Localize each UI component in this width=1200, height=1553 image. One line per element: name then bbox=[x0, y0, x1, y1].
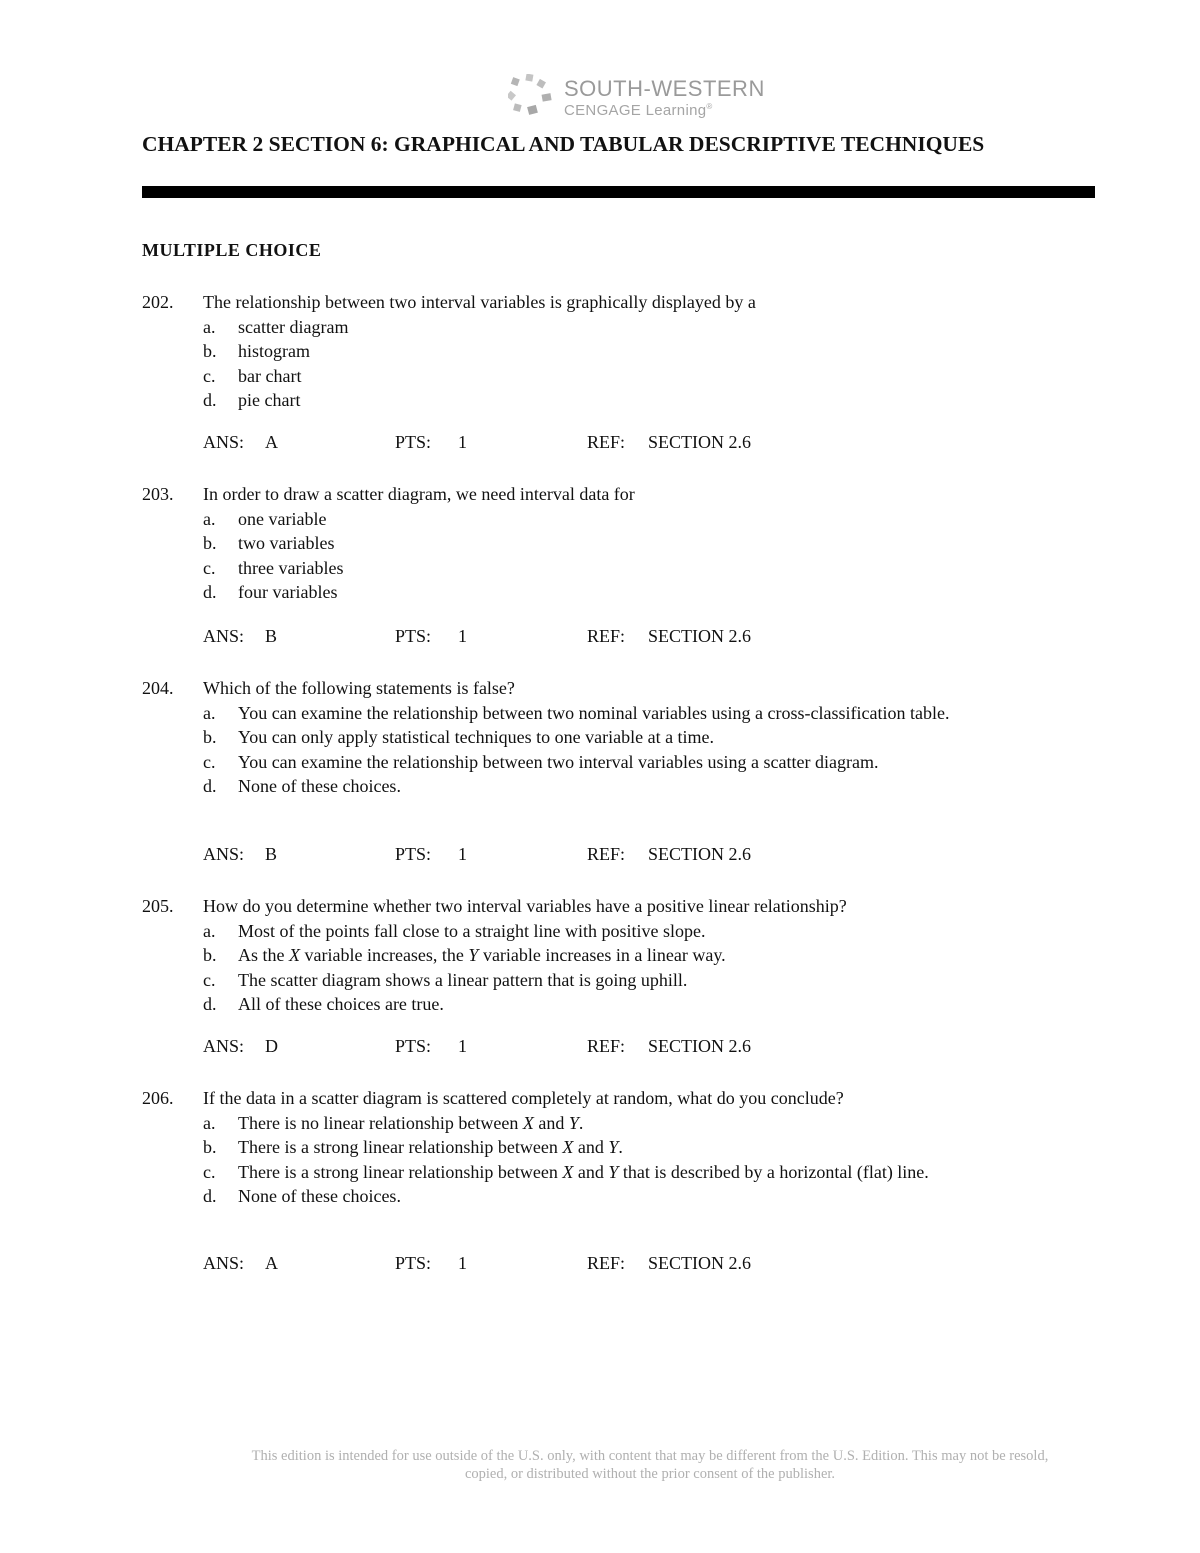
variable-symbol: Y bbox=[608, 1161, 619, 1182]
reference-value: SECTION 2.6 bbox=[648, 844, 751, 864]
answer-key-line bbox=[203, 842, 903, 867]
points-value: 1 bbox=[458, 626, 467, 646]
choice-text: four variables bbox=[238, 582, 338, 603]
answer-key-line bbox=[203, 624, 903, 649]
reference-label: REF: bbox=[587, 432, 626, 452]
choice-letter: a. bbox=[203, 1112, 216, 1133]
choice-letter: b. bbox=[203, 945, 217, 966]
choice-letter: b. bbox=[203, 1137, 217, 1158]
choice-text: scatter diagram bbox=[238, 316, 349, 337]
answer-choice bbox=[203, 580, 1083, 605]
variable-symbol: X bbox=[289, 945, 300, 966]
choice-text-part: and bbox=[573, 1137, 609, 1158]
choice-text-part: There is no linear relationship between bbox=[238, 1112, 523, 1133]
points-label: PTS: bbox=[395, 844, 432, 864]
variable-symbol: X bbox=[522, 1112, 534, 1133]
answer-value: A bbox=[265, 432, 278, 452]
choice-letter: d. bbox=[203, 582, 217, 603]
choice-letter: d. bbox=[203, 1186, 217, 1207]
variable-symbol: X bbox=[562, 1161, 574, 1182]
points-value: 1 bbox=[458, 432, 467, 452]
choice-letter: c. bbox=[203, 557, 216, 578]
choice-text-part: As the bbox=[238, 945, 289, 966]
points-value: 1 bbox=[458, 1253, 467, 1273]
answer-choice bbox=[203, 364, 1083, 389]
question-stem: In order to draw a scatter diagram, we need interval data for bbox=[203, 484, 635, 504]
choice-letter: a. bbox=[203, 316, 216, 337]
brand-sub-label: CENGAGE Learning bbox=[564, 102, 707, 119]
choice-text: None of these choices. bbox=[238, 776, 401, 797]
ans-label: ANS: bbox=[203, 1253, 245, 1273]
answer-choice bbox=[203, 750, 1083, 775]
reference-label: REF: bbox=[587, 1036, 626, 1056]
answer-choice bbox=[203, 1184, 1083, 1209]
choice-text-part: and bbox=[573, 1161, 609, 1182]
choice-text: pie chart bbox=[238, 390, 301, 411]
choice-text-part: . bbox=[578, 1112, 584, 1133]
choice-text: Most of the points fall close to a straight line with positive slope. bbox=[238, 920, 706, 941]
answer-choice bbox=[203, 315, 1083, 340]
points-label: PTS: bbox=[395, 1253, 432, 1273]
reference-label: REF: bbox=[587, 626, 626, 646]
answer-choice bbox=[203, 968, 1083, 993]
reference-value: SECTION 2.6 bbox=[648, 1253, 751, 1273]
choice-text: bar chart bbox=[238, 365, 302, 386]
answer-choice bbox=[203, 919, 1083, 944]
question-number: 204. bbox=[142, 678, 174, 698]
answer-value: D bbox=[265, 1036, 278, 1056]
brand-main-text: SOUTH-WESTERN bbox=[564, 76, 765, 101]
answer-choice bbox=[203, 339, 1083, 364]
title-rule bbox=[142, 186, 1095, 198]
registered-mark: ® bbox=[706, 102, 713, 111]
choice-text: You can examine the relationship between two nominal variables using a cross-classification table. bbox=[238, 702, 950, 723]
choice-text: histogram bbox=[238, 341, 310, 362]
points-label: PTS: bbox=[395, 1036, 432, 1056]
choice-list bbox=[203, 1111, 1083, 1209]
choice-text-part: . bbox=[618, 1137, 623, 1158]
choice-text: three variables bbox=[238, 557, 344, 578]
reference-value: SECTION 2.6 bbox=[648, 626, 751, 646]
choice-list bbox=[203, 507, 1083, 605]
answer-key-line bbox=[203, 1251, 903, 1276]
reference-value: SECTION 2.6 bbox=[648, 1036, 751, 1056]
answer-choice bbox=[203, 507, 1083, 532]
question-stem: The relationship between two interval variables is graphically displayed by a bbox=[203, 292, 756, 312]
variable-symbol: X bbox=[562, 1137, 574, 1158]
brand-sub-text bbox=[564, 102, 713, 119]
choice-text: You can only apply statistical techniques to one variable at a time. bbox=[238, 727, 715, 748]
question-number: 203. bbox=[142, 484, 174, 504]
answer-choice bbox=[203, 992, 1083, 1017]
answer-choice bbox=[203, 943, 1083, 968]
answer-key-line bbox=[203, 430, 903, 455]
choice-text: You can examine the relationship between two interval variables using a scatter diagram. bbox=[238, 751, 879, 772]
answer-choice bbox=[203, 1111, 1083, 1136]
points-value: 1 bbox=[458, 844, 467, 864]
question-number: 206. bbox=[142, 1088, 174, 1108]
question-stem: Which of the following statements is false? bbox=[203, 678, 515, 698]
choice-text-part: There is a strong linear relationship between bbox=[238, 1137, 563, 1158]
ans-label: ANS: bbox=[203, 626, 245, 646]
choice-text-part: There is a strong linear relationship between bbox=[238, 1161, 563, 1182]
choice-list bbox=[203, 315, 1083, 413]
reference-label: REF: bbox=[587, 844, 626, 864]
choice-list bbox=[203, 701, 1083, 799]
variable-symbol: Y bbox=[468, 945, 479, 966]
choice-letter: a. bbox=[203, 508, 216, 529]
points-label: PTS: bbox=[395, 626, 432, 646]
chapter-title: CHAPTER 2 SECTION 6: GRAPHICAL AND TABULAR DESCRIPTIVE TECHNIQUES bbox=[142, 132, 985, 156]
choice-letter: a. bbox=[203, 702, 216, 723]
answer-choice bbox=[203, 556, 1083, 581]
choice-text-part: variable increases in a linear way. bbox=[478, 945, 726, 966]
answer-value: A bbox=[265, 1253, 278, 1273]
variable-symbol: Y bbox=[568, 1112, 579, 1133]
section-heading: MULTIPLE CHOICE bbox=[142, 240, 322, 260]
choice-letter: b. bbox=[203, 341, 217, 362]
choice-letter: b. bbox=[203, 533, 217, 554]
answer-choice bbox=[203, 531, 1083, 556]
ans-label: ANS: bbox=[203, 1036, 245, 1056]
publisher-logo bbox=[508, 72, 798, 124]
reference-value: SECTION 2.6 bbox=[648, 432, 751, 452]
answer-choice bbox=[203, 1135, 1083, 1160]
points-label: PTS: bbox=[395, 432, 432, 452]
choice-text: one variable bbox=[238, 508, 327, 529]
cengage-logo-icon bbox=[508, 74, 556, 118]
question-stem: How do you determine whether two interval variables have a positive linear relationship? bbox=[203, 896, 847, 916]
question-number: 202. bbox=[142, 292, 174, 312]
answer-choice bbox=[203, 1160, 1028, 1185]
choice-text: two variables bbox=[238, 533, 335, 554]
choice-letter: d. bbox=[203, 776, 217, 797]
footer-line-1: This edition is intended for use outside of the U.S. only, with content that may be different from the U.S. Edition. This may not be resold, bbox=[251, 1448, 1049, 1464]
ans-label: ANS: bbox=[203, 432, 245, 452]
question-stem: If the data in a scatter diagram is scattered completely at random, what do you conclude? bbox=[203, 1088, 844, 1108]
choice-text: The scatter diagram shows a linear pattern that is going uphill. bbox=[238, 969, 688, 990]
answer-choice bbox=[203, 774, 1083, 799]
choice-text: None of these choices. bbox=[238, 1186, 401, 1207]
choice-letter: c. bbox=[203, 365, 216, 386]
variable-symbol: Y bbox=[608, 1137, 619, 1158]
choice-letter: c. bbox=[203, 751, 216, 772]
choice-text: All of these choices are true. bbox=[238, 994, 444, 1015]
reference-label: REF: bbox=[587, 1253, 626, 1273]
answer-choice bbox=[203, 701, 1028, 726]
answer-choice bbox=[203, 388, 1083, 413]
choice-letter: b. bbox=[203, 727, 217, 748]
answer-choice bbox=[203, 725, 1083, 750]
copyright-footer bbox=[150, 1447, 1150, 1483]
footer-line-2: copied, or distributed without the prior consent of the publisher. bbox=[464, 1466, 836, 1482]
choice-letter: d. bbox=[203, 390, 217, 411]
choice-letter: d. bbox=[203, 994, 217, 1015]
ans-label: ANS: bbox=[203, 844, 245, 864]
choice-list bbox=[203, 919, 1083, 1017]
answer-value: B bbox=[265, 626, 278, 646]
question-number: 205. bbox=[142, 896, 174, 916]
answer-value: B bbox=[265, 844, 278, 864]
choice-letter: c. bbox=[203, 1161, 216, 1182]
choice-letter: c. bbox=[203, 969, 216, 990]
choice-text-part: variable increases, the bbox=[300, 945, 469, 966]
choice-text-part: and bbox=[533, 1112, 569, 1133]
points-value: 1 bbox=[458, 1036, 467, 1056]
answer-key-line bbox=[203, 1034, 903, 1059]
choice-letter: a. bbox=[203, 920, 216, 941]
choice-text-part: that is described by a horizontal (flat) line. bbox=[618, 1161, 929, 1182]
